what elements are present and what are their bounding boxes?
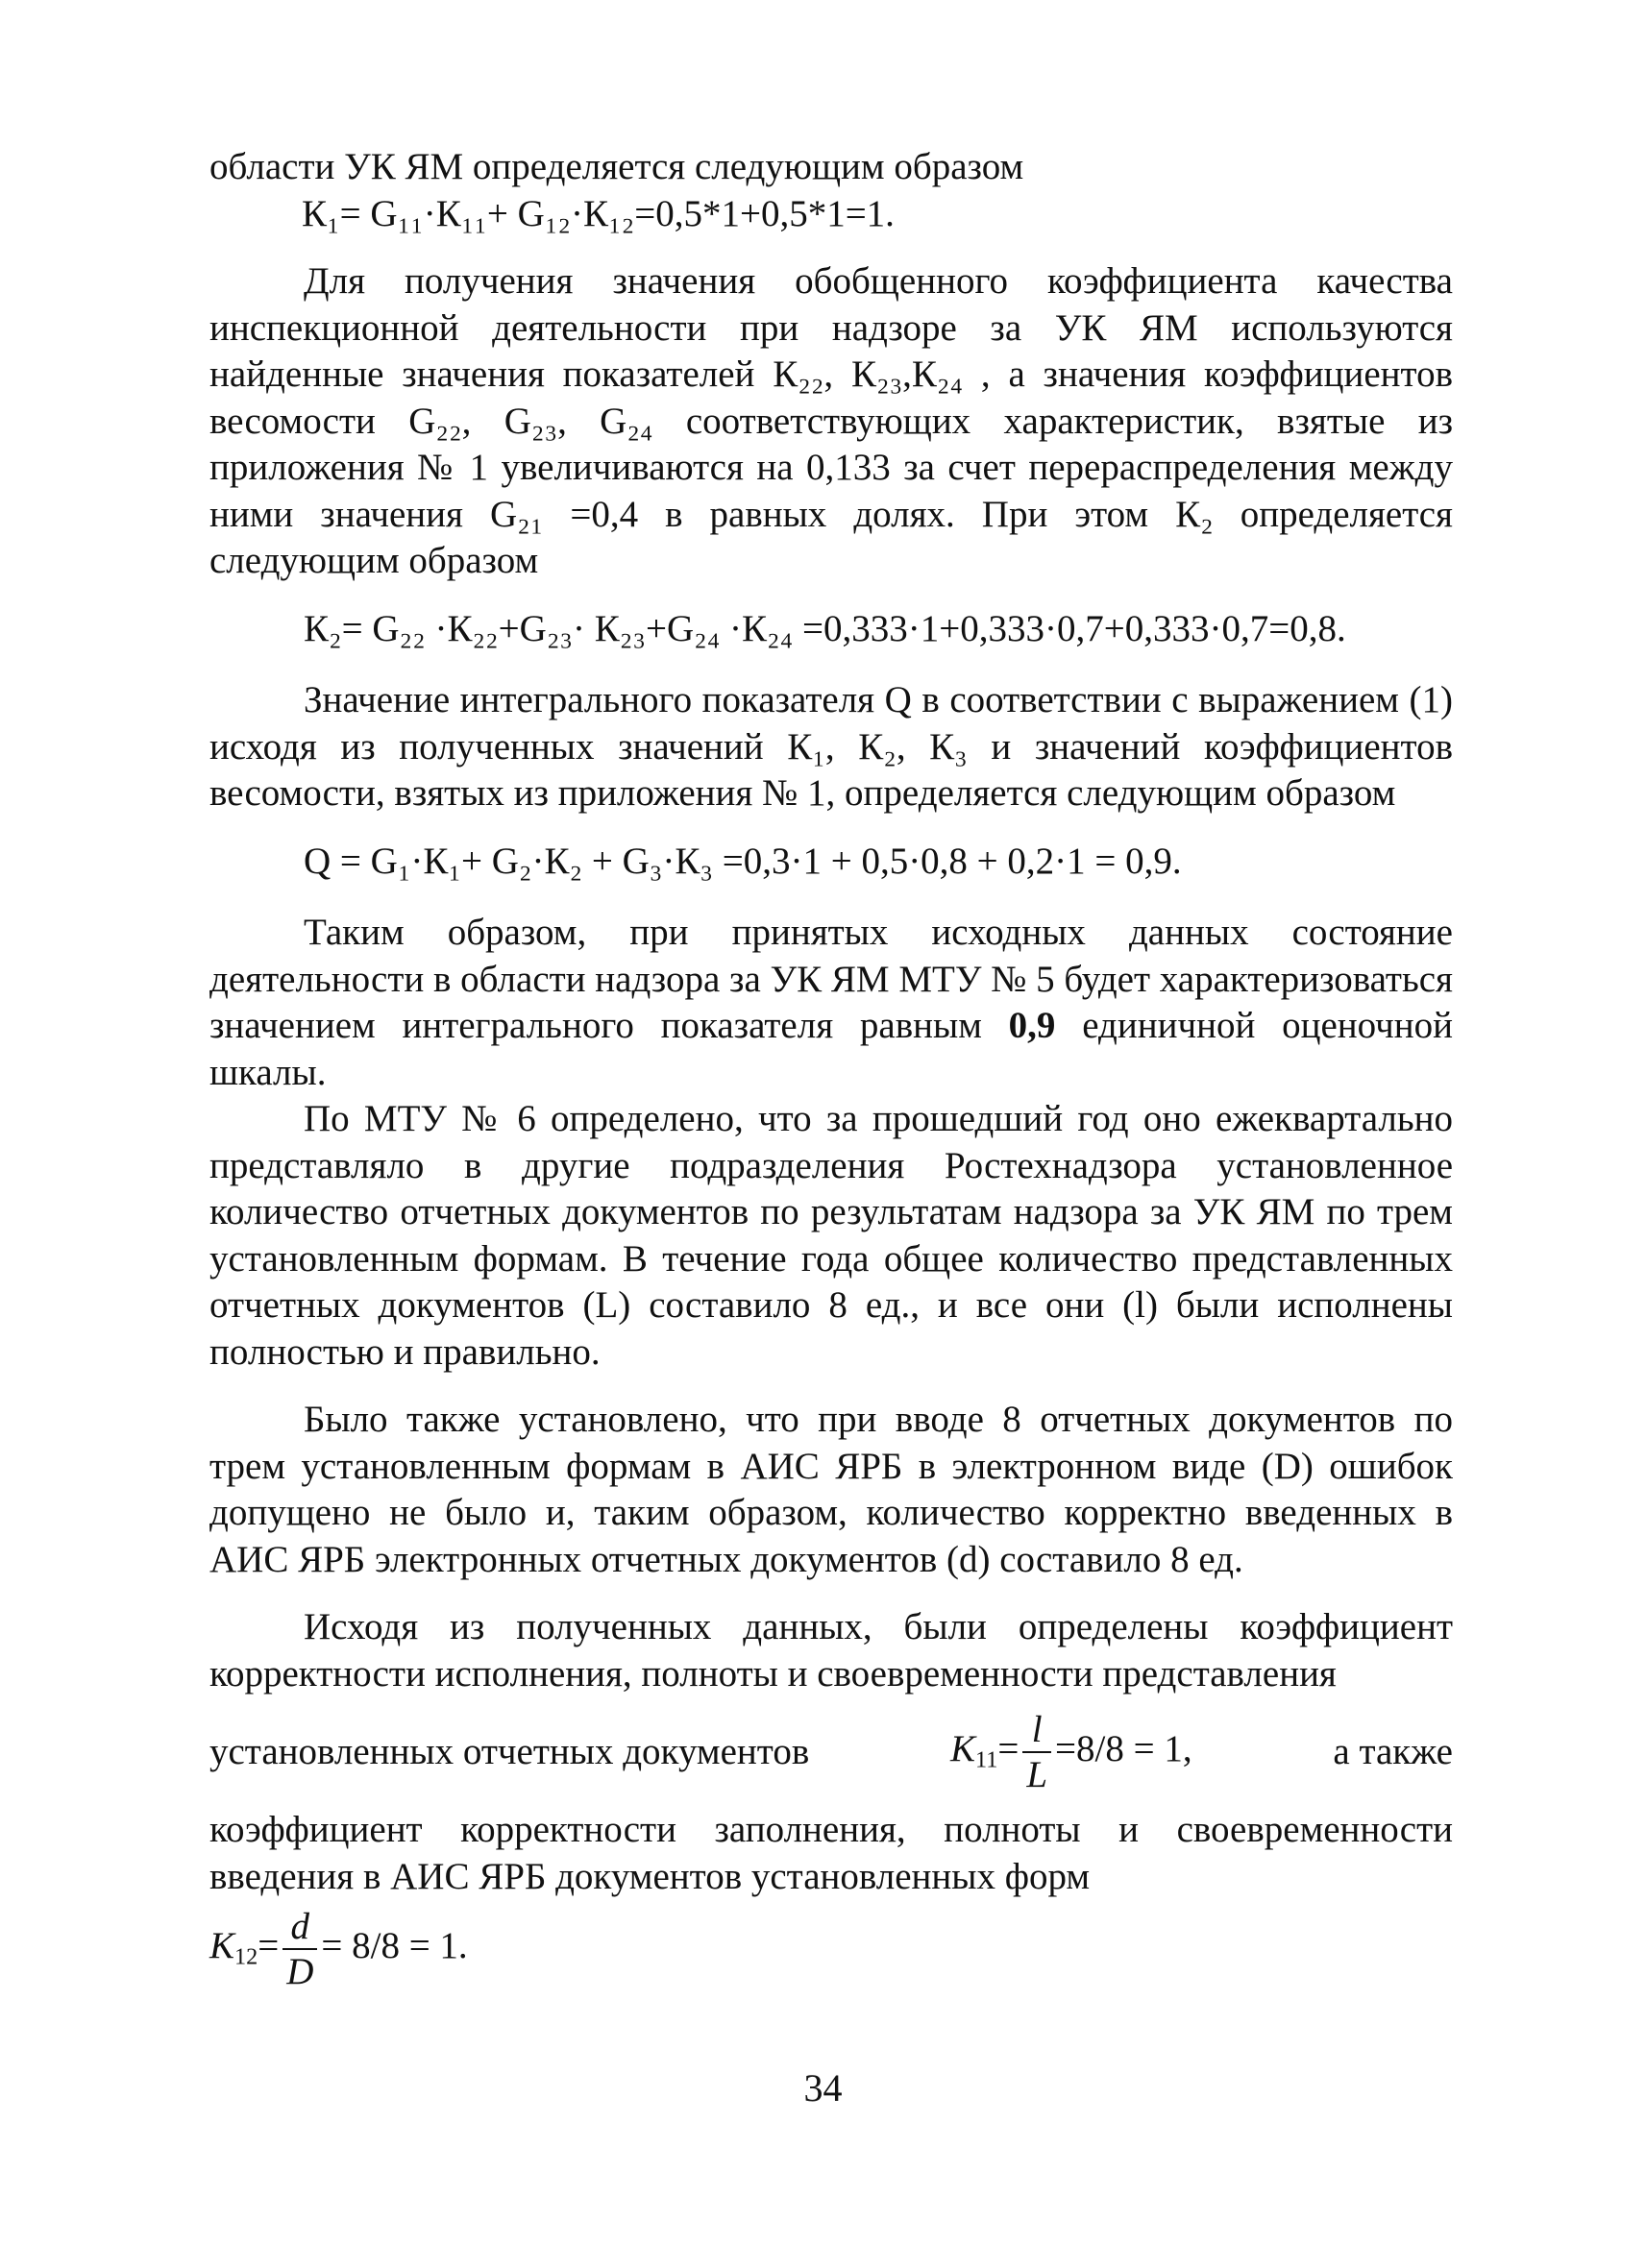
k11-variable: K <box>950 1727 976 1769</box>
k11-numerator: l <box>1031 1709 1043 1750</box>
document-page <box>209 144 1453 1990</box>
k12-fraction <box>283 1908 317 1990</box>
paragraph-mtu6: По МТУ № 6 определено, что за прошедший год оно ежеквартально представляло в другие подразделения Ростехнадзора установленное количество отчетных документов по результатам надзора за УК ЯМ по трем установленным формам. В течение года общее количество представленных отчетных документов (L) составило 8 ед., и все они (l) были исполнены полностью и правильно. <box>209 1098 1453 1373</box>
k11-label: установленных отчетных документов <box>209 1730 810 1772</box>
paragraph-coef-intro: Исходя из полученных данных, были определены коэффициент корректности исполнения, полноты и своевременности представления <box>209 1606 1453 1695</box>
k12-denominator: D <box>283 1948 317 1990</box>
paragraph-k12-intro: коэффициент корректности заполнения, полноты и своевременности введения в АИС ЯРБ документов установленных форм <box>209 1809 1453 1897</box>
result-value: 0,9 <box>1008 1005 1056 1046</box>
paragraph-result <box>209 910 1453 1096</box>
formula-k1: К₁= G₁₁·К₁₁+ G₁₂·К₁₂=0,5*1+0,5*1=1. <box>302 192 895 234</box>
formula-k2: К₂= G₂₂ ·К₂₂+G₂₃· К₂₃+G₂₄ ·К₂₄ =0,333·1+0,333·0,7+0,333·0,7=0,8. <box>304 607 1346 649</box>
k12-subscript: 12 <box>234 1943 258 1970</box>
k12-numerator: d <box>290 1906 310 1947</box>
paragraph-ais: Было также установлено, что при вводе 8 отчетных документов по трем установленным формам в АИС ЯРБ в электронном виде (D) ошибок допущено не было и, таким образом, количество корректно введенных в АИС ЯРБ электронных отчетных документов (d) составило 8 ед. <box>209 1399 1453 1580</box>
k11-tail: а также <box>1333 1730 1453 1772</box>
k11-formula-line <box>209 1711 1453 1793</box>
k11-fraction <box>1022 1711 1051 1793</box>
page-number: 34 <box>803 2066 843 2109</box>
k11-expression: $K_{11}=$ $\frac{l}{L}$ =8/8 = 1, <box>950 1709 1192 1795</box>
paragraph-q-intro: Значение интегрального показателя Q в соответствии с выражением (1) исходя из полученных значений К₁, К₂, К₃ и значений коэффициентов весомости, взятых из приложения № 1, определяется следующим образом <box>209 679 1453 814</box>
formula-q: Q = G₁·К₁+ G₂·К₂ + G₃·К₃ =0,3·1 + 0,5·0,8 + 0,2·1 = 0,9. <box>304 840 1182 882</box>
line-top: области УК ЯМ определяется следующим образом <box>209 146 1024 187</box>
k11-denominator: L <box>1022 1751 1051 1793</box>
k12-variable: K <box>209 1924 235 1966</box>
result-text-tail: единичной оценочной шкалы. <box>209 1005 1453 1093</box>
paragraph-k2-intro: Для получения значения обобщенного коэффициента качества инспекционной деятельности при надзоре за УК ЯМ используются найденные значения показателей К₂₂, К₂₃,К₂₄ , а значения коэффициентов весомости G₂₂, G₂₃, G₂₄ соответствующих характеристик, взятые из приложения № 1 увеличиваются на 0,133 за счет перераспределения между ними значения G₂₁ =0,4 в равных долях. При этом К₂ определяется следующим образом <box>209 260 1453 581</box>
k12-result: = 8/8 = 1. <box>321 1924 468 1966</box>
k11-subscript: 11 <box>975 1746 998 1773</box>
k12-formula-line: $K_{12}=$ $\frac{d}{D}$ = 8/8 = 1. <box>209 1906 468 1992</box>
k11-result: =8/8 = 1, <box>1055 1727 1192 1769</box>
result-text: Таким образом, при принятых исходных данных состояние деятельности в области надзора за УК ЯМ МТУ № 5 будет характеризоваться значением интегрального показателя равным <box>209 912 1453 1046</box>
